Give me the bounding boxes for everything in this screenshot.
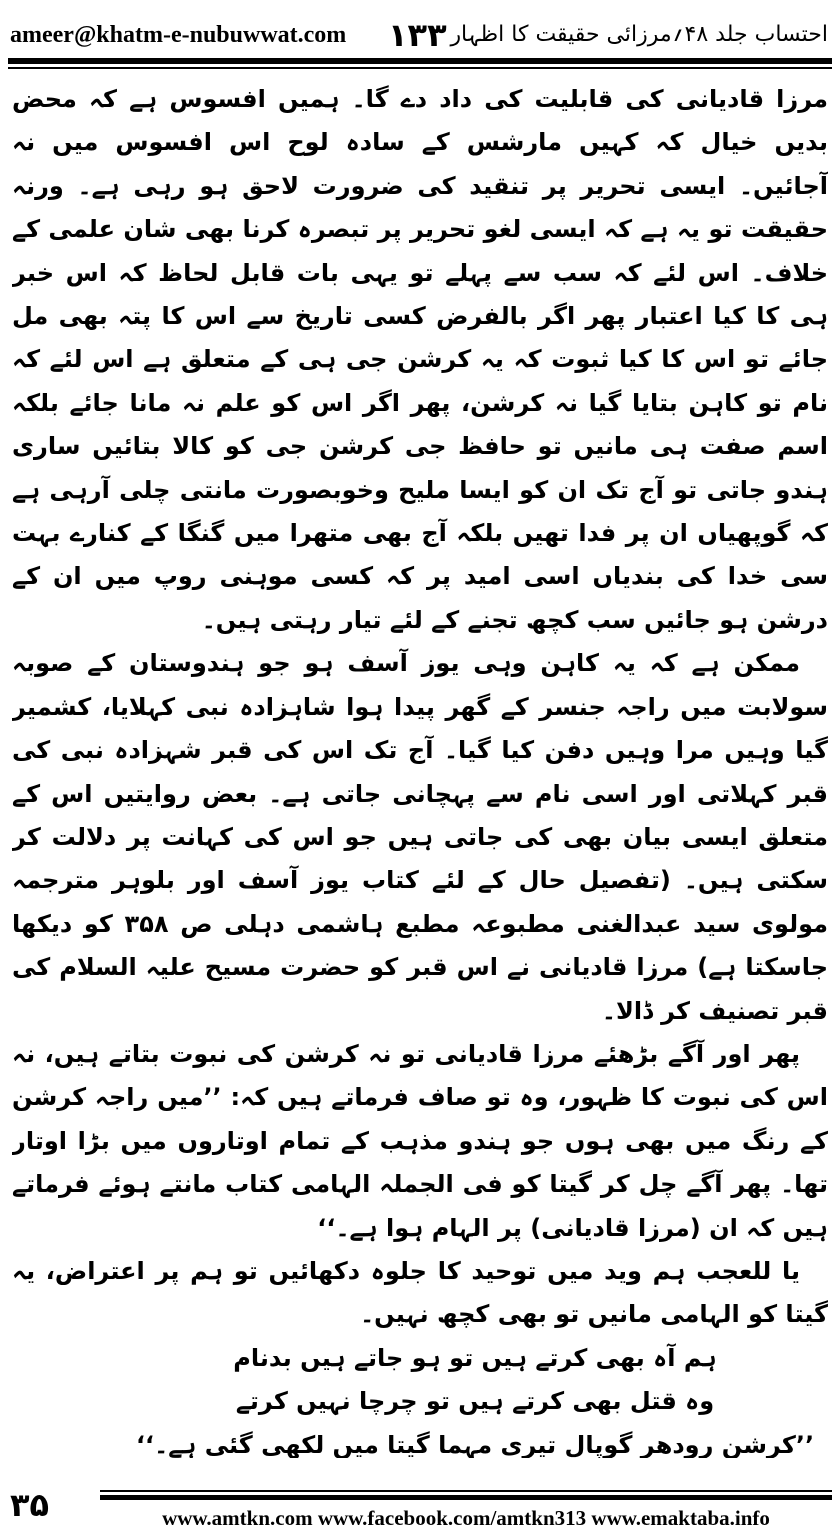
footer-rule-thick bbox=[100, 1495, 832, 1500]
quote-line: ’’کرشن رودھر گوپال تیری مہما گیتا میں لکھی گئی ہے۔‘‘ bbox=[135, 1430, 815, 1458]
header-rule-thin bbox=[8, 67, 832, 69]
verse-line-1: ہم آہ بھی کرتے ہیں تو ہو جاتے ہیں بدنام bbox=[233, 1343, 717, 1372]
header-email: ameer@khatm-e-nubuwwat.com bbox=[10, 22, 347, 48]
verse-line-2: وہ قتل بھی کرتے ہیں تو چرچا نہیں کرتے bbox=[235, 1387, 715, 1416]
footer-folio-number: ۳۵ bbox=[10, 1486, 50, 1524]
header-page-number: ۱۳۳ bbox=[388, 16, 447, 54]
page-header bbox=[0, 0, 840, 74]
page-body bbox=[12, 78, 828, 1458]
header-series-title: احتساب جلد ۴۸؍مرزائی حقیقت کا اظہار bbox=[450, 22, 828, 47]
footer-rule-thin bbox=[100, 1490, 832, 1492]
page-footer bbox=[0, 1478, 840, 1540]
paragraph-1: مرزا قادیانی کی قابلیت کی داد دے گا۔ ہمیں افسوس ہے کہ محض بدیں خیال کہ کہیں مارشس کے سادہ لوح اس افسوس میں نہ آجائیں۔ ایسی تحریر پر تنقید کی ضرورت لاحق ہو رہی ہے۔ ورنہ حقیقت تو یہ ہے کہ ایسی لغو تحریر پر تبصرہ کرنا بھی شان علمی کے خلاف۔ اس لئے کہ سب سے پہلے تو یہی بات قابل لحاظ کہ اس خبر ہی کا کیا اعتبار پھر اگر بالفرض کسی تاریخ سے اس کا پتہ بھی مل جائے تو اس کا کیا ثبوت کہ یہ کرشن جی ہی کے متعلق ہے اس لئے کہ نام تو کاہن بتایا گیا نہ کرشن، پھر اگر اس کو علم نہ مانا جائے بلکہ اسم صفت ہی مانیں تو حافظ جی کرشن جی کو کالا بتائیں ساری ہندو جاتی تو آج تک ان کو ایسا ملیح وخوبصورت مانتی چلی آرہی ہے کہ گوپھیاں ان پر فدا تھیں بلکہ آج بھی متھرا میں گنگا کے کنارے بہت سی خدا کی بندیاں اسی امید پر کہ کسی موہنی روپ میں ان کے درشن ہو جائیں سب کچھ تجنے کے لئے تیار رہتی ہیں۔ bbox=[12, 85, 828, 634]
paragraph-3: پھر اور آگے بڑھئے مرزا قادیانی تو نہ کرشن کی نبوت بتاتے ہیں، نہ اس کی نبوت کا ظہور، وہ تو صاف فرماتے ہیں کہ: ’’میں راجہ کرشن کے رنگ میں بھی ہوں جو ہندو مذہب کے تمام اوتاروں میں بڑا اوتار تھا۔ پھر آگے چل کر گیتا کو فی الجملہ الہامی کتاب مانتے ہوئے فرماتے ہیں کہ ان (مرزا قادیانی) پر الہام ہوا ہے۔‘‘ bbox=[12, 1039, 828, 1242]
footer-links[interactable]: www.amtkn.com www.facebook.com/amtkn313 www.emaktaba.info bbox=[162, 1506, 770, 1530]
paragraph-2: ممکن ہے کہ یہ کاہن وہی یوز آسف ہو جو ہندوستان کے صوبہ سولابت میں راجہ جنسر کے گھر پیدا ہوا شاہزادہ نبی کہلایا، کشمیر گیا وہیں مرا وہیں دفن کیا گیا۔ آج تک اس کی قبر شہزادہ نبی کی قبر کہلاتی اور اسی نام سے پہچانی جاتی ہے۔ بعض روایتیں اس کے متعلق ایسی بیان بھی کی جاتی ہیں جو اس کی کہانت پر دلالت کر سکتی ہیں۔ (تفصیل حال کے لئے کتاب یوز آسف اور بلوہر مترجمہ مولوی سید عبدالغنی مطبوعہ مطبع ہاشمی دہلی ص ۳۵۸ کو دیکھا جاسکتا ہے) مرزا قادیانی نے اس قبر کو حضرت مسیح علیہ السلام کی قبر تصنیف کر ڈالا۔ bbox=[12, 649, 828, 1025]
header-rule-thick bbox=[8, 58, 832, 64]
paragraph-4: یا للعجب ہم وید میں توحید کا جلوہ دکھائیں تو ہم پر اعتراض، یہ گیتا کو الہامی مانیں تو بھی کچھ نہیں۔ bbox=[12, 1256, 828, 1329]
